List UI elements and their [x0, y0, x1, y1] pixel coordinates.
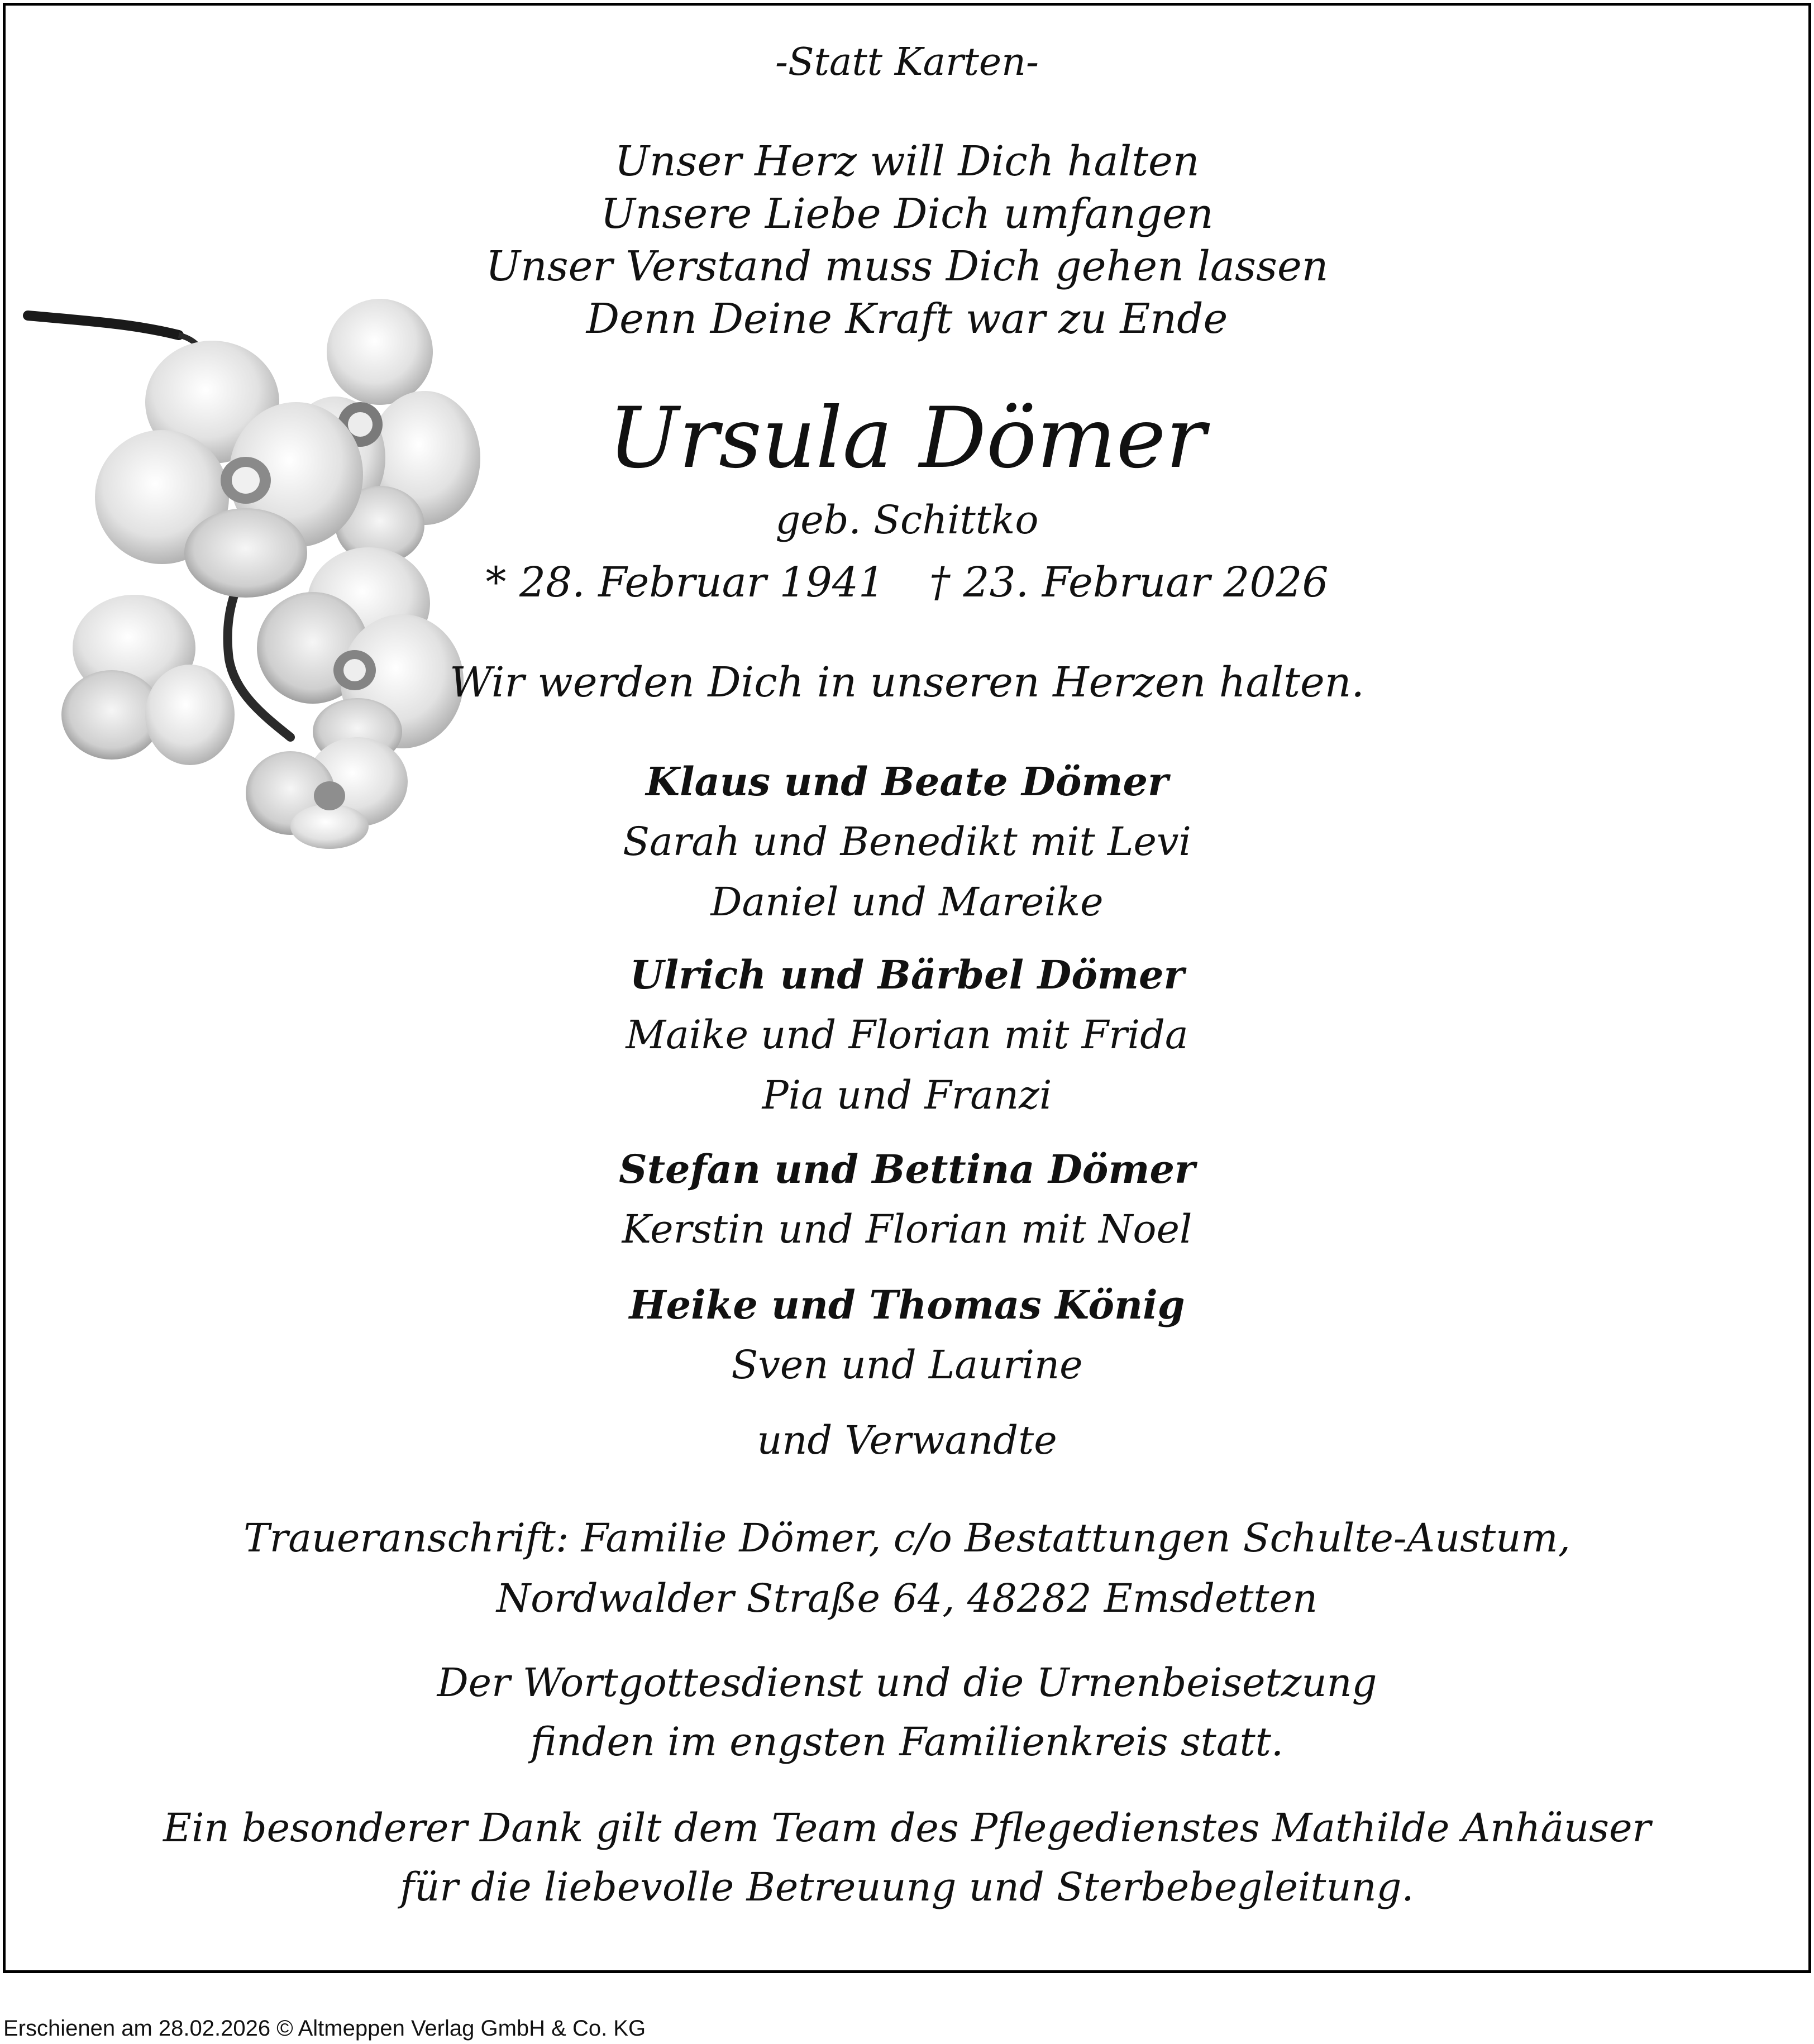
death-date: † 23. Februar 2026	[929, 558, 1329, 606]
thanks-line-2: für die liebevolle Betreuung und Sterbebegleitung.	[400, 1864, 1414, 1910]
family-2-main: Ulrich und Bärbel Dömer	[629, 952, 1185, 998]
verse-line-1: Unser Herz will Dich halten	[614, 137, 1200, 185]
birth-name: geb. Schittko	[775, 497, 1039, 543]
family-4-main: Heike und Thomas König	[629, 1282, 1185, 1328]
service-line-2: finden im engsten Familienkreis statt.	[530, 1719, 1284, 1765]
family-2-member-2: Pia und Franzi	[762, 1072, 1052, 1118]
thanks-line-1: Ein besonderer Dank gilt dem Team des Pflegedienstes Mathilde Anhäuser	[163, 1805, 1651, 1851]
publication-footer: Erschienen am 28.02.2026 © Altmeppen Verlag GmbH & Co. KG	[3, 2016, 646, 2041]
address-line-1: Traueranschrift: Familie Dömer, c/o Bestattungen Schulte-Austum,	[244, 1515, 1570, 1561]
address-line-2: Nordwalder Straße 64, 48282 Emsdetten	[496, 1575, 1318, 1621]
motto: -Statt Karten-	[775, 40, 1039, 84]
deceased-name: Ursula Dömer	[608, 390, 1206, 487]
family-2-member-1: Maike und Florian mit Frida	[626, 1012, 1188, 1058]
verse-line-2: Unsere Liebe Dich umfangen	[600, 190, 1214, 238]
verse-line-4: Denn Deine Kraft war zu Ende	[586, 295, 1228, 343]
family-4-member-1: Sven und Laurine	[731, 1342, 1083, 1388]
service-line-1: Der Wortgottesdienst und die Urnenbeisetzung	[437, 1660, 1377, 1706]
life-dates	[6, 558, 1808, 606]
obituary-frame	[3, 3, 1811, 1973]
family-3-main: Stefan und Bettina Dömer	[619, 1146, 1195, 1192]
birth-date: * 28. Februar 1941	[485, 558, 885, 606]
verse-line-3: Unser Verstand muss Dich gehen lassen	[485, 242, 1329, 290]
closing-line: Wir werden Dich in unseren Herzen halten.	[450, 658, 1364, 706]
relatives: und Verwandte	[757, 1417, 1057, 1463]
family-1-main: Klaus und Beate Dömer	[646, 758, 1168, 805]
family-3-member-1: Kerstin und Florian mit Noel	[622, 1206, 1192, 1252]
family-1-member-1: Sarah und Benedikt mit Levi	[623, 819, 1191, 865]
family-1-member-2: Daniel und Mareike	[710, 879, 1104, 925]
